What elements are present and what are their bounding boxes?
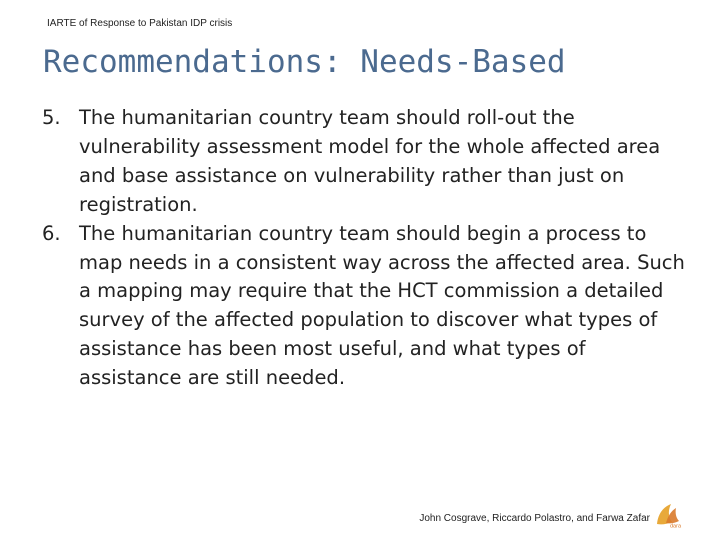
header-note: IARTE of Response to Pakistan IDP crisis (47, 18, 233, 29)
dara-logo-icon (654, 502, 684, 528)
slide-title: Recommendations: Needs-Based (43, 44, 566, 80)
recommendation-number: 6. (42, 221, 61, 245)
recommendations-list (42, 104, 692, 393)
recommendation-item (42, 104, 692, 220)
footer-authors: John Cosgrave, Riccardo Polastro, and Farwa Zafar (419, 513, 650, 524)
recommendation-number: 5. (42, 106, 61, 129)
recommendation-text: The humanitarian country team should begin a process to map needs in a consistent way across the affected area. Such a mapping may require that the HCT commission a detailed survey of the affected population to discover what types of assistance has been most useful, and what types of assistance are still needed. (79, 221, 685, 390)
recommendation-item (42, 220, 692, 393)
logo-wordmark: dara (670, 523, 682, 528)
recommendation-text: The humanitarian country team should roll-out the vulnerability assessment model for the whole affected area and base assistance on vulnerability rather than just on registration. (79, 106, 661, 216)
